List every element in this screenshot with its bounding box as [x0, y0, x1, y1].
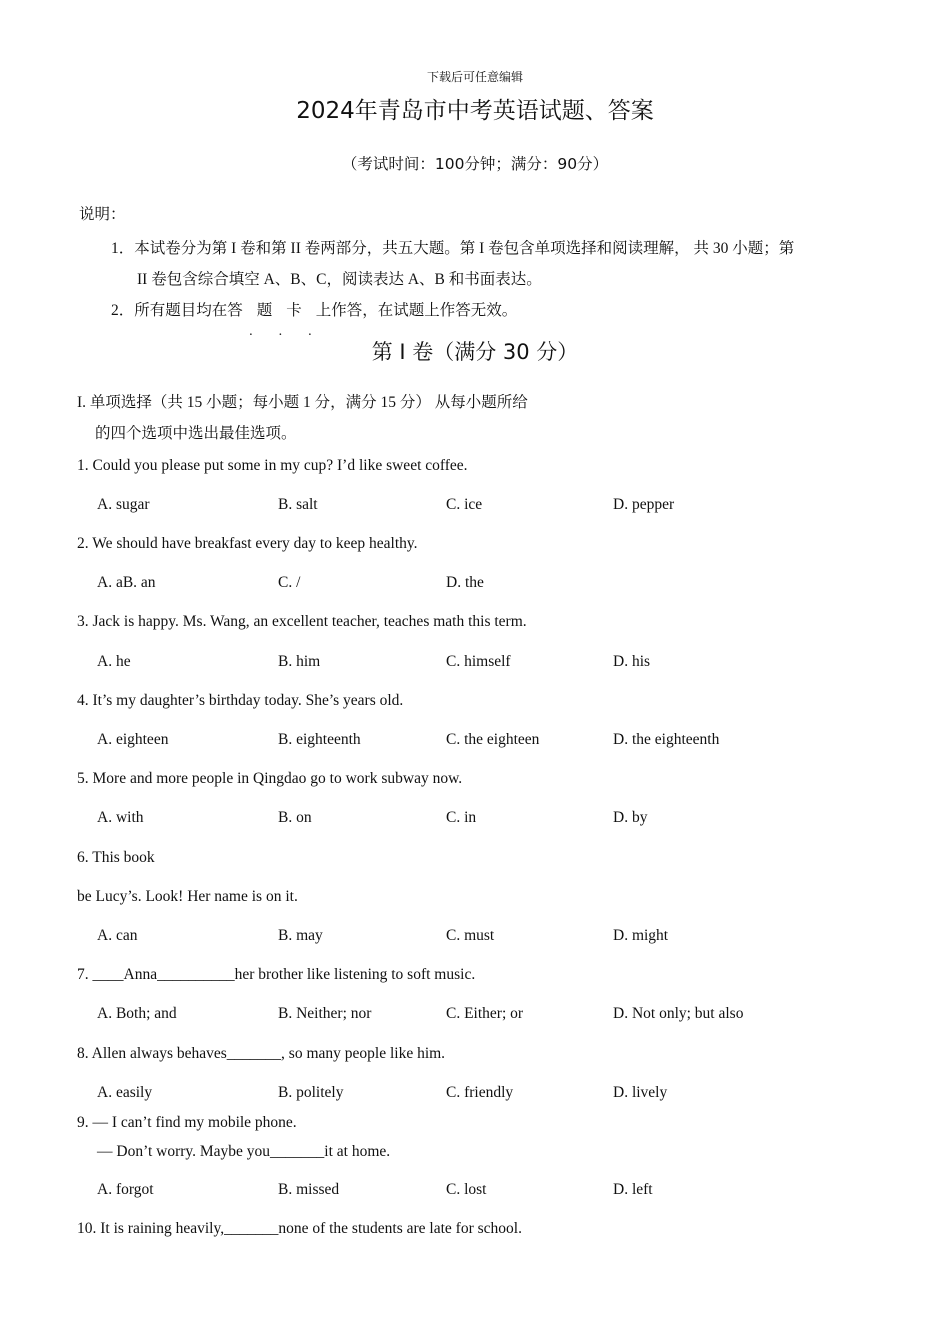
option-a: A. sugar [97, 496, 150, 513]
option-c: C. ice [446, 496, 483, 513]
option-d: D. by [613, 809, 648, 826]
option-a: A. he [97, 653, 131, 670]
option-a: A. with [97, 809, 144, 826]
instruction-item-2-pre: 2．所有题目均在答 [111, 302, 243, 319]
instructions-label: 说明： [79, 206, 126, 223]
option-ab: A. aB. an [97, 574, 156, 591]
option-b: B. salt [278, 496, 318, 513]
question-stem: 6. This book [77, 849, 155, 866]
section-title: 第 I 卷（满分 30 分） [371, 340, 579, 364]
option-c: C. the eighteen [446, 731, 540, 748]
option-d: D. the [446, 574, 484, 591]
option-c: C. lost [446, 1181, 487, 1198]
page-title: 2024年青岛市中考英语试题、答案 [296, 98, 654, 124]
option-c: C. Either; or [446, 1005, 524, 1022]
option-a: A. forgot [97, 1181, 154, 1198]
instruction-item-2-char-2: 卡 [286, 302, 302, 319]
part-heading: I. 单项选择（共 15 小题；每小题 1 分，满分 15 分） 从每小题所给 [77, 394, 528, 411]
option-d: D. Not only; but also [613, 1005, 744, 1022]
exam-info: （考试时间：100分钟；满分：90分） [341, 155, 609, 173]
question-stem: 3. Jack is happy. Ms. Wang, an excellent teacher, teaches math this term. [77, 613, 527, 630]
question-stem-cont: be Lucy’s. Look! Her name is on it. [77, 888, 298, 905]
option-d: D. the eighteenth [613, 731, 720, 748]
option-b: B. politely [278, 1084, 344, 1101]
option-d: D. lively [613, 1084, 668, 1101]
option-b: B. missed [278, 1181, 340, 1198]
question-stem: 5. More and more people in Qingdao go to work subway now. [77, 770, 463, 787]
option-b: B. may [278, 927, 323, 944]
option-c: C. in [446, 809, 477, 826]
instruction-item-2 [111, 298, 517, 320]
question-stem: 8. Allen always behaves_______, so many people like him. [77, 1045, 446, 1062]
part-heading-cont: 的四个选项中选出最佳选项。 [95, 425, 297, 442]
instruction-item-1: 1．本试卷分为第 I 卷和第 II 卷两部分，共五大题。第 I 卷包含单项选择和阅读理解， 共 30 小题；第 [111, 240, 795, 257]
question-stem-cont: — Don’t worry. Maybe you_______it at home. [97, 1143, 391, 1160]
option-c: C. must [446, 927, 495, 944]
option-d: D. his [613, 653, 651, 670]
option-c: C. himself [446, 653, 511, 670]
question-stem: 1. Could you please put some in my cup? I’d like sweet coffee. [77, 457, 468, 474]
option-c: C. / [278, 574, 301, 591]
option-d: D. left [613, 1181, 653, 1198]
question-stem: 4. It’s my daughter’s birthday today. She’s years old. [77, 692, 404, 709]
option-a: A. easily [97, 1084, 153, 1101]
instruction-item-2-char-1: 题 [256, 302, 273, 319]
question-stem: 10. It is raining heavily,_______none of the students are late for school. [77, 1220, 522, 1237]
option-a: A. can [97, 927, 138, 944]
option-b: B. eighteenth [278, 731, 361, 748]
instruction-item-2-post: 上作答，在试题上作答无效。 [315, 302, 518, 319]
option-b: B. Neither; nor [278, 1005, 372, 1022]
download-note: 下载后可任意编辑 [426, 70, 523, 84]
question-stem: 2. We should have breakfast every day to keep healthy. [77, 535, 418, 552]
option-c: C. friendly [446, 1084, 514, 1101]
option-d: D. might [613, 927, 669, 944]
option-b: B. him [278, 653, 321, 670]
question-stem: 9. — I can’t find my mobile phone. [77, 1114, 297, 1131]
option-b: B. on [278, 809, 312, 826]
option-a: A. eighteen [97, 731, 169, 748]
question-stem: 7. ____Anna__________her brother like listening to soft music. [77, 966, 476, 983]
option-a: A. Both; and [97, 1005, 177, 1022]
instruction-item-1-cont: II 卷包含综合填空 A、B、C，阅读表达 A、B 和书面表达。 [137, 271, 542, 288]
option-d: D. pepper [613, 496, 675, 513]
